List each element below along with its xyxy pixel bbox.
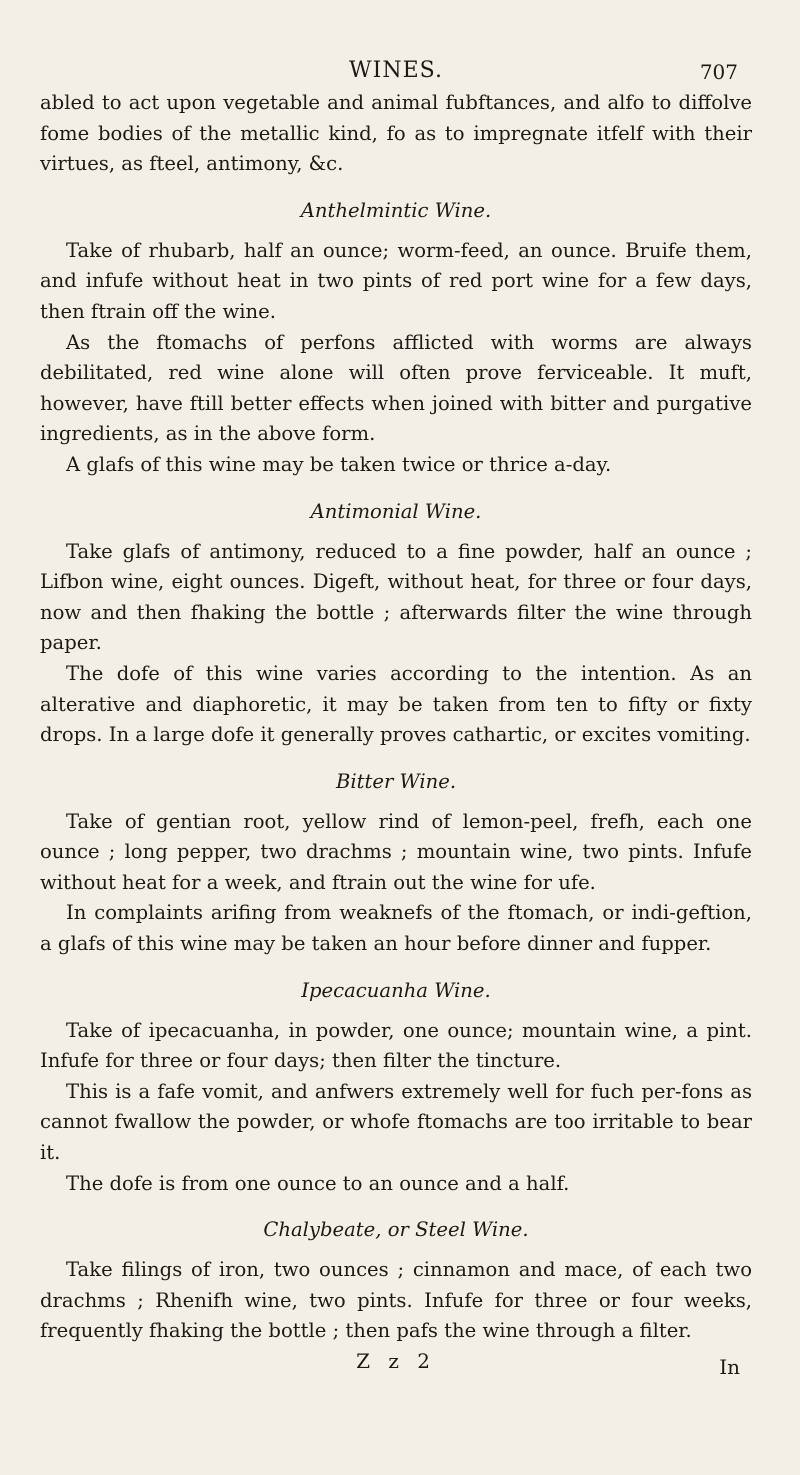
paragraph: Take glafs of antimony, reduced to a fine powder, half an ounce ; Lifbon wine, eight ounces. Digeft, without heat, for three or four days, now and then fhaking the bottle ; afterwards filter the wine through paper. bbox=[40, 539, 752, 655]
paragraph: Take of gentian root, yellow rind of lemon-peel, frefh, each one ounce ; long pepper, two drachms ; mountain wine, two pints. Infufe without heat for a week, and ftrain out the wine for ufe. bbox=[40, 809, 752, 894]
page-header bbox=[40, 58, 752, 88]
paragraph: Take filings of iron, two ounces ; cinnamon and mace, of each two drachms ; Rhenifh wine, two pints. Infufe for three or four weeks, frequently fhaking the bottle ; then pafs the wine through a filter. bbox=[40, 1258, 752, 1343]
paragraph: As the ftomachs of perfons afflicted with worms are always debilitated, red wine alone will often prove ferviceable. It muft, however, have ftill better effects when joined with bitter and purgative ingredients, as in the above form. bbox=[40, 330, 752, 446]
page-number: 707 bbox=[699, 60, 738, 84]
section-heading: Antimonial Wine. bbox=[310, 499, 482, 523]
page-body bbox=[40, 88, 752, 1347]
paragraph: Take of rhubarb, half an ounce; worm-feed, an ounce. Bruife them, and infufe without heat in two pints of red port wine for a few days, then ftrain off the wine. bbox=[40, 238, 752, 323]
paragraph: A glafs of this wine may be taken twice or thrice a-day. bbox=[66, 452, 612, 476]
signature-mark: Z z 2 bbox=[356, 1349, 436, 1373]
catchword: In bbox=[719, 1355, 740, 1379]
section-heading: Ipecacuanha Wine. bbox=[301, 978, 491, 1002]
section-heading: Chalybeate, or Steel Wine. bbox=[263, 1218, 529, 1242]
running-head: WINES. bbox=[349, 58, 443, 83]
section-heading: Bitter Wine. bbox=[335, 769, 457, 793]
paragraph: The dofe of this wine varies according to the intention. As an alterative and diaphoretic, it may be taken from ten to fifty or fixty drops. In a large dofe it generally proves cathartic, or excites vomiting. bbox=[40, 661, 752, 747]
paragraph: Take of ipecacuanha, in powder, one ounce; mountain wine, a pint. Infufe for three or four days; then filter the tincture. bbox=[40, 1018, 752, 1073]
paragraph: In complaints arifing from weaknefs of the ftomach, or indi-geftion, a glafs of this wine may be taken an hour before dinner and fupper. bbox=[40, 901, 752, 956]
section-heading: Anthelmintic Wine. bbox=[300, 198, 492, 222]
paragraph: The dofe is from one ounce to an ounce and a half. bbox=[66, 1171, 570, 1195]
paragraph: abled to act upon vegetable and animal fubftances, and alfo to diffolve fome bodies of the metallic kind, fo as to impregnate itfelf with their virtues, as fteel, antimony, &c. bbox=[40, 91, 752, 176]
page-footer bbox=[40, 1349, 752, 1379]
paragraph: This is a fafe vomit, and anfwers extremely well for fuch per-fons as cannot fwallow the powder, or whofe ftomachs are too irritable to bear it. bbox=[40, 1079, 752, 1165]
